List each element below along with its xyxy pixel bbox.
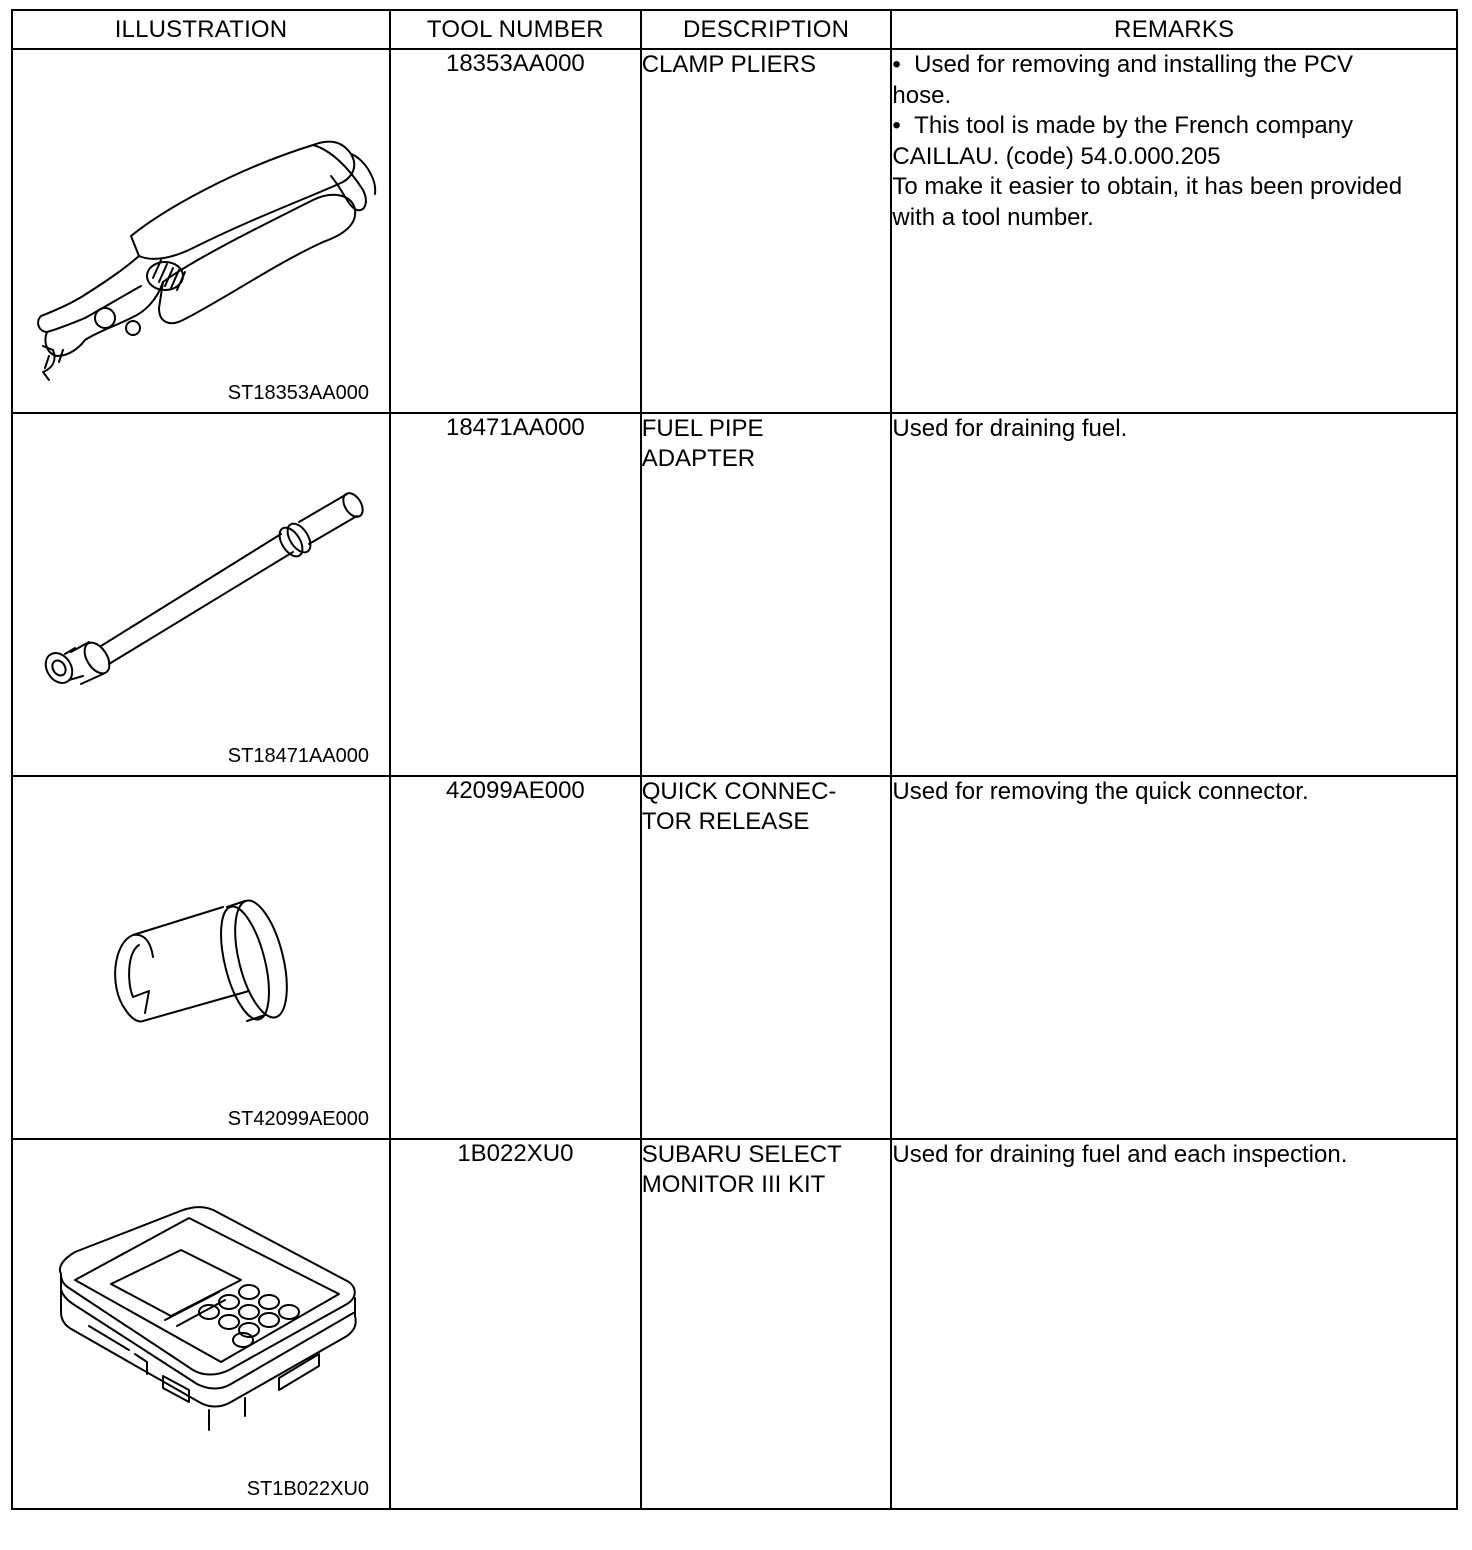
description-line: MONITOR III KIT — [641, 1171, 826, 1198]
header-illustration: ILLUSTRATION — [12, 10, 390, 49]
illustration-code: ST42099AE000 — [227, 1108, 370, 1130]
header-row — [12, 10, 1457, 49]
remarks-cell — [891, 49, 1457, 413]
special-tools-table — [11, 9, 1458, 1510]
fuel-pipe-adapter-icon — [13, 414, 390, 775]
remarks-line: hose. — [892, 81, 952, 109]
quick-connector-release-icon — [13, 777, 390, 1138]
description-cell — [641, 413, 892, 776]
remarks-line: CAILLAU. (code) 54.0.000.205 — [892, 142, 1221, 170]
table-row — [12, 413, 1457, 776]
description-line: QUICK CONNEC- — [641, 778, 837, 805]
description-cell — [641, 1139, 892, 1509]
header-remarks: REMARKS — [891, 10, 1457, 49]
remarks-cell — [891, 413, 1457, 776]
tool-number-cell: 1B022XU0 — [390, 1139, 641, 1509]
illustration-code: ST18353AA000 — [227, 382, 370, 404]
illustration-code: ST18471AA000 — [227, 745, 370, 767]
illustration-code: ST1B022XU0 — [246, 1478, 370, 1500]
select-monitor-kit-icon — [13, 1140, 390, 1508]
description-line: TOR RELEASE — [641, 808, 810, 835]
remarks-line: • This tool is made by the French company — [892, 111, 1456, 142]
table-row — [12, 1139, 1457, 1509]
remarks-line: Used for draining fuel and each inspection. — [892, 1141, 1348, 1168]
remarks-line: with a tool number. — [892, 203, 1094, 231]
remarks-line: Used for removing the quick connector. — [892, 778, 1309, 805]
illustration-cell — [12, 413, 390, 776]
header-tool-number: TOOL NUMBER — [390, 10, 641, 49]
description-line: FUEL PIPE — [641, 415, 764, 442]
remarks-line: To make it easier to obtain, it has been provided — [892, 173, 1403, 200]
description-cell — [641, 776, 892, 1139]
table-row — [12, 776, 1457, 1139]
tool-number-cell: 18353AA000 — [390, 49, 641, 413]
clamp-pliers-icon — [13, 50, 390, 412]
header-description: DESCRIPTION — [641, 10, 892, 49]
remarks-cell — [891, 1139, 1457, 1509]
tool-number-cell: 18471AA000 — [390, 413, 641, 776]
description-line: ADAPTER — [641, 445, 756, 472]
description-cell — [641, 49, 892, 413]
illustration-cell — [12, 776, 390, 1139]
illustration-cell — [12, 49, 390, 413]
description-line: CLAMP PLIERS — [641, 51, 817, 78]
table-row — [12, 49, 1457, 413]
illustration-cell — [12, 1139, 390, 1509]
remarks-line: • Used for removing and installing the PCV — [892, 50, 1456, 81]
remarks-cell — [891, 776, 1457, 1139]
tool-number-cell: 42099AE000 — [390, 776, 641, 1139]
remarks-line: Used for draining fuel. — [892, 415, 1128, 442]
description-line: SUBARU SELECT — [641, 1141, 842, 1168]
